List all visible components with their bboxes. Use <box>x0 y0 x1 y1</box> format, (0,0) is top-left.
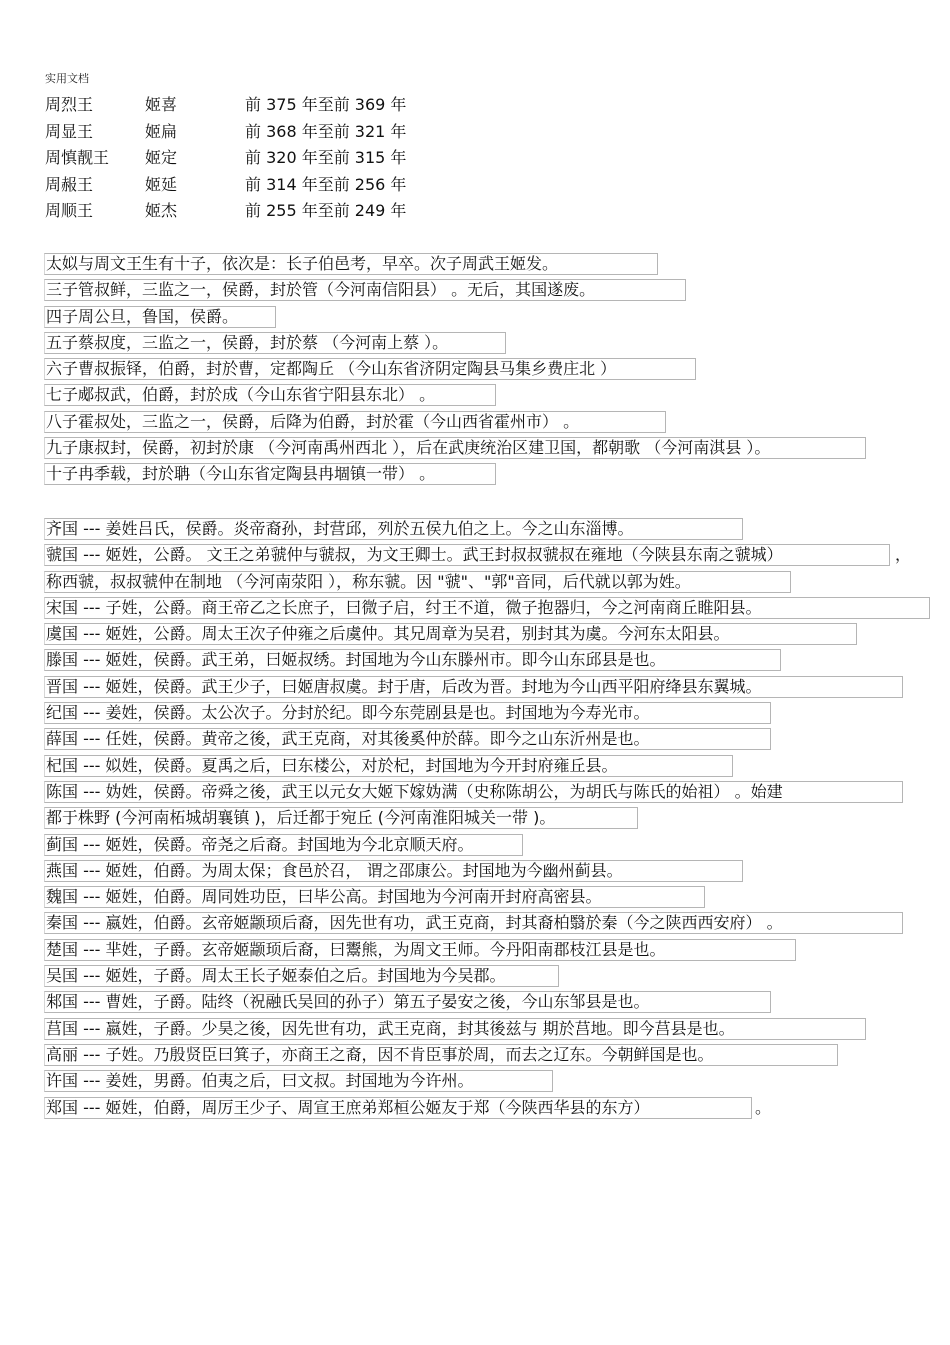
state-text: 纪国 --- 姜姓，侯爵。太公次子。分封於纪。即今东莞剧县是也。封国地为今寿光市。 <box>46 703 650 723</box>
state-line <box>45 517 783 543</box>
state-line <box>45 622 783 648</box>
state-text: 楚国 --- 芈姓，子爵。玄帝姬颛顼后裔，曰鬻熊，为周文王师。今丹阳南郡枝江县是也。 <box>46 939 666 959</box>
state-line <box>45 727 783 753</box>
state-tail: 。 <box>755 1097 772 1117</box>
king-years: 前 375 年至前 369 年 <box>245 95 407 114</box>
son-line <box>45 305 770 331</box>
state-line <box>45 911 783 937</box>
king-years: 前 255 年至前 249 年 <box>245 201 407 220</box>
state-text: 魏国 --- 姬姓，伯爵。周同姓功臣，曰毕公高。封国地为今河南开封府高密县。 <box>46 887 602 907</box>
son-line <box>45 410 770 436</box>
state-text: 郑国 --- 姬姓，伯爵，周厉王少子、周宣王庶弟郑桓公姬友于郑（今陕西华县的东方） <box>46 1097 650 1117</box>
state-line <box>45 859 783 885</box>
king-name: 姬扁 <box>145 121 178 141</box>
state-text: 吴国 --- 姬姓，子爵。周太王长子姬泰伯之后。封国地为今吴郡。 <box>46 966 506 986</box>
state-line <box>45 648 783 674</box>
son-text: 太姒与周文王生有十子，依次是：长子伯邑考，早卒。次子周武王姬发。 <box>46 254 559 273</box>
king-name: 姬延 <box>145 174 178 194</box>
king-name: 姬喜 <box>145 95 178 114</box>
king-years: 前 314 年至前 256 年 <box>245 174 407 194</box>
state-line <box>45 885 783 911</box>
state-text: 虞国 --- 姬姓，公爵。周太王次子仲雍之后虞仲。其兄周章为吴君，别封其为虞。今河东太阳县。 <box>46 624 730 644</box>
son-line <box>45 331 770 357</box>
son-text: 五子蔡叔度，三监之一，侯爵，封於蔡 （今河南上蔡 ）。 <box>46 332 449 352</box>
state-line <box>45 1096 783 1122</box>
king-title: 周慎靓王 <box>45 148 110 167</box>
state-text: 秦国 --- 嬴姓，伯爵。玄帝姬颛顼后裔，因先世有功，武王克商，封其裔柏翳於秦（今之陕西西安府） 。 <box>46 913 783 933</box>
king-title: 周烈王 <box>45 95 94 114</box>
state-text: 莒国 --- 嬴姓，子爵。少昊之後，因先世有功，武王克商，封其後兹与 期於莒地。即今莒县是也。 <box>46 1018 735 1038</box>
state-line <box>45 938 783 964</box>
state-line <box>45 596 783 622</box>
son-text: 九子康叔封，侯爵，初封於康 （今河南禹州西北 ），后在武庚统治区建卫国，都朝歌 （今河南淇县 ）。 <box>46 438 771 458</box>
state-line <box>45 1017 783 1043</box>
son-line <box>45 436 770 462</box>
states-section <box>45 517 912 1122</box>
sons-section <box>45 252 770 489</box>
state-line <box>45 833 783 859</box>
state-text: 许国 --- 姜姓，男爵。伯夷之后，曰文叔。封国地为今许州。 <box>46 1071 474 1091</box>
son-text: 六子曹叔振铎，伯爵，封於曹，定都陶丘 （今山东省济阴定陶县马集乡费庄北 ） <box>46 359 617 379</box>
son-text: 四子周公旦，鲁国，侯爵。 <box>46 306 239 326</box>
king-title: 周显王 <box>45 121 94 141</box>
king-years: 前 368 年至前 321 年 <box>245 121 407 141</box>
state-text: 陈国 --- 妫姓，侯爵。帝舜之後，武王以元女大姬下嫁妫满（史称陈胡公，为胡氏与陈氏的始祖） 。始建 <box>46 781 783 801</box>
son-line <box>45 252 770 278</box>
state-line <box>45 570 783 596</box>
state-text: 燕国 --- 姬姓，伯爵。为周太保；食邑於召， 谓之邵康公。封国地为今幽州蓟县。 <box>46 860 623 880</box>
state-text: 宋国 --- 子姓，公爵。商王帝乙之长庶子，曰微子启，纣王不道，微子抱器归，今之河南商丘睢阳县。 <box>46 597 762 617</box>
state-line <box>45 990 783 1016</box>
state-text: 称西虢，叔叔虢仲在制地 （今河南荥阳 ），称东虢。因 "虢"、"郭"音同，后代就以郭为姓。 <box>46 571 691 591</box>
state-text: 邾国 --- 曹姓，子爵。陆终（祝融氏吴回的孙子）第五子晏安之後，今山东邹县是也。 <box>46 992 650 1012</box>
king-years: 前 320 年至前 315 年 <box>245 148 407 167</box>
son-text: 十子冉季载，封於聃（今山东省定陶县冉堌镇一带） 。 <box>46 464 436 484</box>
state-line <box>45 1069 783 1095</box>
state-text: 齐国 --- 姜姓吕氏，侯爵。炎帝裔孙，封营邱，列於五侯九伯之上。今之山东淄博。 <box>46 519 634 538</box>
state-text: 都于株野 (今河南柘城胡襄镇 )，后迁都于宛丘 (今河南淮阳城关一带 )。 <box>46 808 556 828</box>
state-text: 虢国 --- 姬姓，公爵。 文王之弟虢仲与虢叔，为文王卿士。武王封叔叔虢叔在雍地（今陕县东南之虢城） <box>46 545 783 565</box>
state-line <box>45 543 912 569</box>
son-text: 三子管叔鲜，三监之一，侯爵，封於管（今河南信阳县） 。无后，其国遂废。 <box>46 280 596 300</box>
state-text: 蓟国 --- 姬姓，侯爵。帝尧之后裔。封国地为今北京顺天府。 <box>46 834 474 854</box>
state-line <box>45 754 783 780</box>
state-line <box>45 964 783 990</box>
state-line <box>45 806 783 832</box>
son-text: 八子霍叔处，三监之一，侯爵，后降为伯爵，封於霍（今山西省霍州市） 。 <box>46 411 580 431</box>
state-text: 高丽 --- 子姓。乃殷贤臣曰箕子，亦商王之裔，因不肯臣事於周，而去之辽东。今朝鲜国是也。 <box>46 1044 714 1064</box>
son-line <box>45 383 770 409</box>
state-tail: ， <box>895 545 912 565</box>
son-line <box>45 357 770 383</box>
state-text: 杞国 --- 姒姓，侯爵。夏禹之后，曰东楼公，对於杞，封国地为今开封府雍丘县。 <box>46 755 618 775</box>
state-text: 薛国 --- 任姓，侯爵。黄帝之後，武王克商，对其後奚仲於薛。即今之山东沂州是也。 <box>46 729 650 749</box>
son-line <box>45 278 770 304</box>
state-line <box>45 1043 783 1069</box>
king-title: 周顺王 <box>45 201 94 220</box>
state-text: 晋国 --- 姬姓，侯爵。武王少子，曰姬唐叔虞。封于唐，后改为晋。封地为今山西平阳府绛县东翼城。 <box>46 676 762 696</box>
page-header: 实用文档 <box>45 72 89 85</box>
king-title: 周赧王 <box>45 174 94 194</box>
state-line <box>45 675 783 701</box>
state-text: 滕国 --- 姬姓，侯爵。武王弟，曰姬叔绣。封国地为今山东滕州市。即今山东邱县是也。 <box>46 650 666 670</box>
state-line <box>45 701 783 727</box>
son-line <box>45 462 770 488</box>
king-name: 姬杰 <box>145 201 178 220</box>
state-line <box>45 780 783 806</box>
son-text: 七子郕叔武，伯爵，封於成（今山东省宁阳县东北） 。 <box>46 385 436 405</box>
king-name: 姬定 <box>145 148 178 167</box>
